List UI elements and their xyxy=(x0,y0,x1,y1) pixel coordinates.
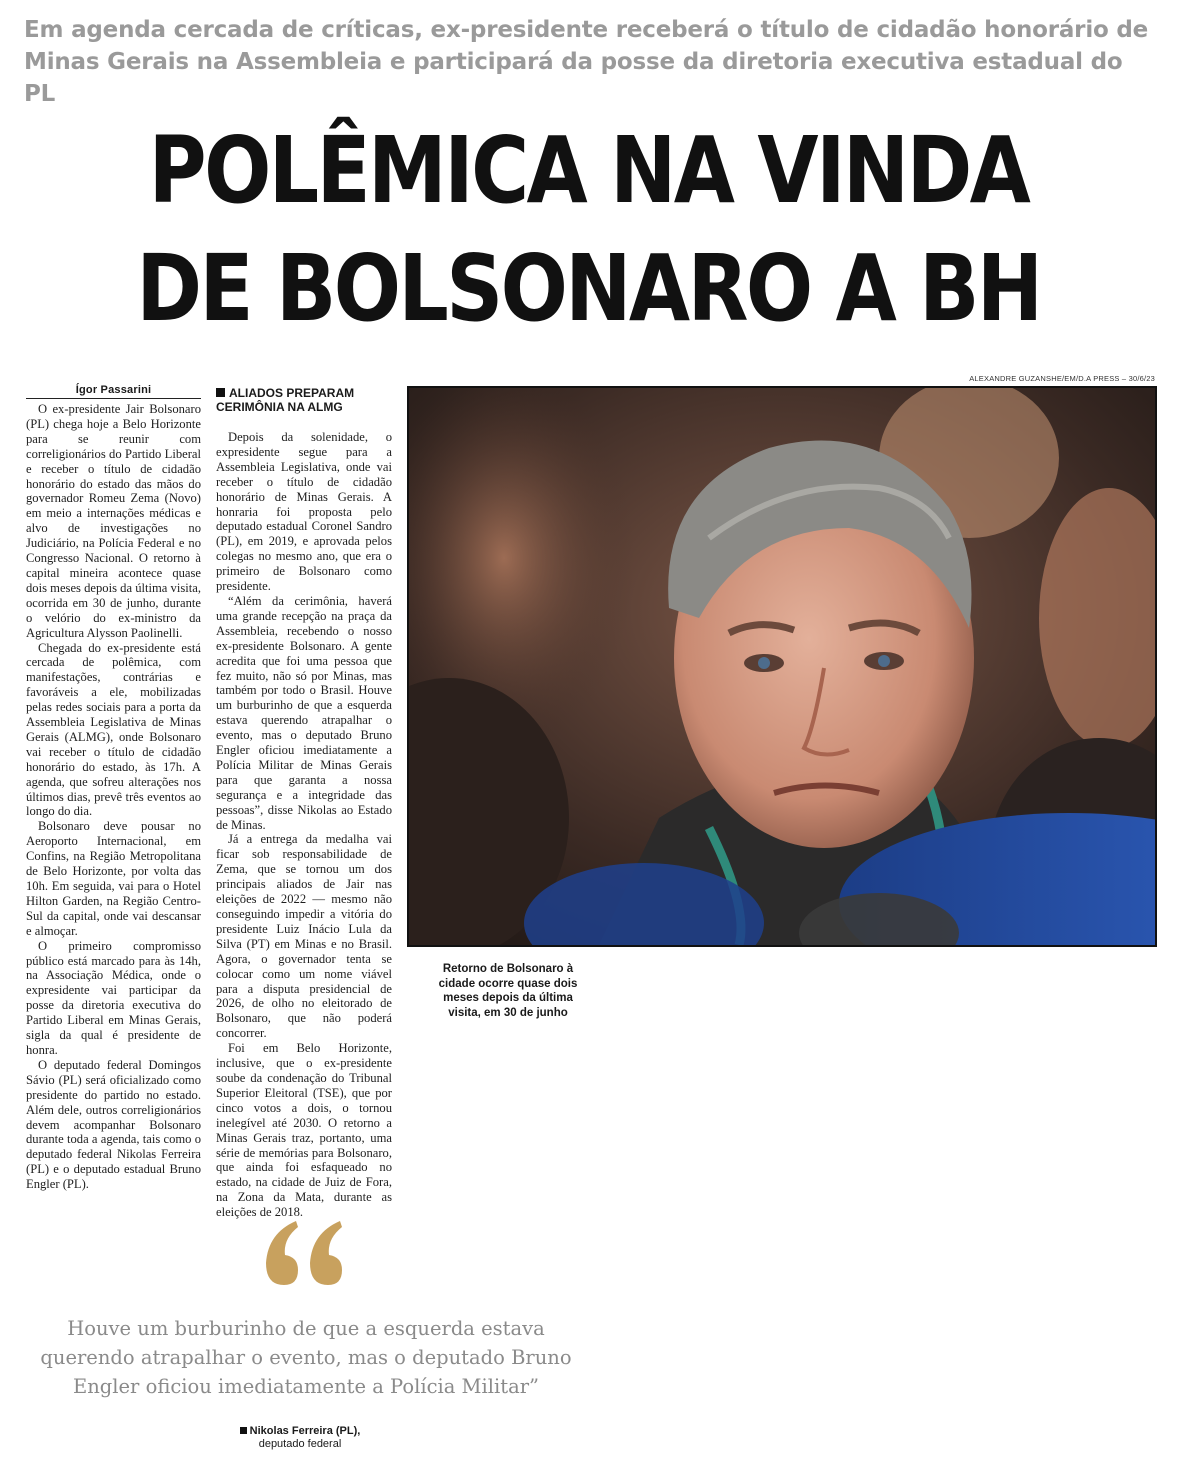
paragraph: “Além da cerimônia, haverá uma grande recepção na praça da Assembleia, recebendo o nosso ex-presidente Bolsonaro. A gente acredita que foi uma pessoa que fez muito, não só por Minas, mas também por todo o Brasil. Houve um burburinho de que a esquerda estava querendo atrapalhar o evento, mas o deputado Bruno Engler oficiou imediatamente a Polícia Militar de Minas Gerais para que garanta a nossa segurança e a integridade das pessoas”, disse Nikolas ao Estado de Minas. xyxy=(216,593,392,832)
headline xyxy=(82,112,1094,348)
quote-attribution xyxy=(200,1425,400,1451)
pull-quote: Houve um burburinho de que a esquerda estava querendo atrapalhar o evento, mas o deputado Bruno Engler oficiou imediatamente a Polícia Militar” xyxy=(40,1317,572,1398)
byline: Ígor Passarini xyxy=(26,384,201,399)
attribution-name: Nikolas Ferreira (PL), xyxy=(249,1425,361,1437)
photo-caption: Retorno de Bolsonaro à cidade ocorre quase dois meses depois da última visita, em 30 de junho xyxy=(438,963,578,1019)
paragraph: Depois da solenidade, o expresidente segue para a Assembleia Legislativa, onde vai receber o título de cidadão honorário de Minas Gerais. A honraria foi proposta pelo deputado estadual Coronel Sandro (PL), em 2019, e aprovada pelos colegas no mesmo ano, que era o primeiro de Bolsonaro como presidente. xyxy=(216,430,392,594)
paragraph: O deputado federal Domingos Sávio (PL) será oficializado como presidente do partido no estado. Além dele, outros correligionários devem acompanhar Bolsonaro durante toda a agenda, tais como o deputado federal Nikolas Ferreira (PL) e o deputado estadual Bruno Engler (PL). xyxy=(26,1057,201,1192)
paragraph: Chegada do ex-presidente está cercada de polêmica, com manifestações, contrárias e favoráveis a ele, mobilizadas pelas redes sociais para a porta da Assembleia Legislativa de Minas Gerais (ALMG), onde Bolsonaro vai receber o título de cidadão honorário do estado, às 17h. A agenda, que sofreu alterações nos últimos dias, prevê três eventos ao longo do dia. xyxy=(26,640,201,819)
portrait-illustration xyxy=(409,388,1155,945)
kicker-subtitle: Em agenda cercada de críticas, ex-presidente receberá o título de cidadão honorário de Minas Gerais na Assembleia e participará da posse da diretoria executiva estadual do PL xyxy=(24,17,1149,107)
attribution-role: deputado federal xyxy=(258,1438,342,1450)
photo-credit: ALEXANDRE GUZANSHE/EM/D.A PRESS – 30/6/23 xyxy=(969,374,1155,383)
headline-line-2: DE BOLSONARO A BH xyxy=(136,235,1041,342)
paragraph: Foi em Belo Horizonte, inclusive, que o ex-presidente soube da condenação do Tribunal Superior Eleitoral (TSE), que por cinco votos a dois, o tornou inelegível até 2030. O retorno a Minas Gerais traz, portanto, uma série de memórias para Bolsonaro, que ainda foi esfaqueado no estado, na cidade de Juiz de Fora, na Zona da Mata, durante as eleições de 2018. xyxy=(216,1041,392,1220)
headline-line-1: POLÊMICA NA VINDA xyxy=(148,117,1029,224)
paragraph: O ex-presidente Jair Bolsonaro (PL) chega hoje a Belo Horizonte para se reunir com correligionários do Partido Liberal e receber o título de cidadão honorário do estado das mãos do governador Romeu Zema (Novo) em meio a internações médicas e alvo de investigações no Judiciário, na Polícia Federal e no Congresso Nacional. O retorno à capital mineira acontece quase dois meses depois da última visita, ocorrida em 30 de junho, durante o velório do ex-ministro da Agricultura Alysson Paolinelli. xyxy=(26,402,201,640)
article-column-1 xyxy=(26,402,201,1192)
section-subhead xyxy=(216,386,392,414)
subhead-text: ALIADOS PREPARAM CERIMÔNIA NA ALMG xyxy=(216,386,355,414)
paragraph: Bolsonaro deve pousar no Aeroporto Internacional, em Confins, na Região Metropolitana de Belo Horizonte, por volta das 10h. Em seguida, vai para o Hotel Hilton Garden, na Região Centro-Sul da capital, onde vai descansar e almoçar. xyxy=(26,819,201,938)
main-photo xyxy=(407,386,1157,947)
paragraph: O primeiro compromisso público está marcado para às 14h, na Associação Médica, onde o expresidente vai participar da posse da diretoria executiva do Partido Liberal em Minas Gerais, sigla da qual é presidente de honra. xyxy=(26,938,201,1057)
square-bullet-icon xyxy=(216,388,225,397)
article-column-2 xyxy=(216,430,392,1220)
paragraph: Já a entrega da medalha vai ficar sob responsabilidade de Zema, que se tornou um dos principais aliados de Jair nas eleições de 2022 — mesmo não conseguindo impedir a vitória do presidente Luiz Inácio Lula da Silva (PT) em Minas e no Brasil. Agora, o governador tenta se colocar como um nome viável para a disputa presidencial de 2026, de olho no eleitorado de Bolsonaro, que não poderá concorrer. xyxy=(216,832,392,1041)
square-bullet-icon xyxy=(240,1427,247,1434)
quote-mark-icon xyxy=(258,1215,348,1290)
byline-block xyxy=(26,384,201,399)
